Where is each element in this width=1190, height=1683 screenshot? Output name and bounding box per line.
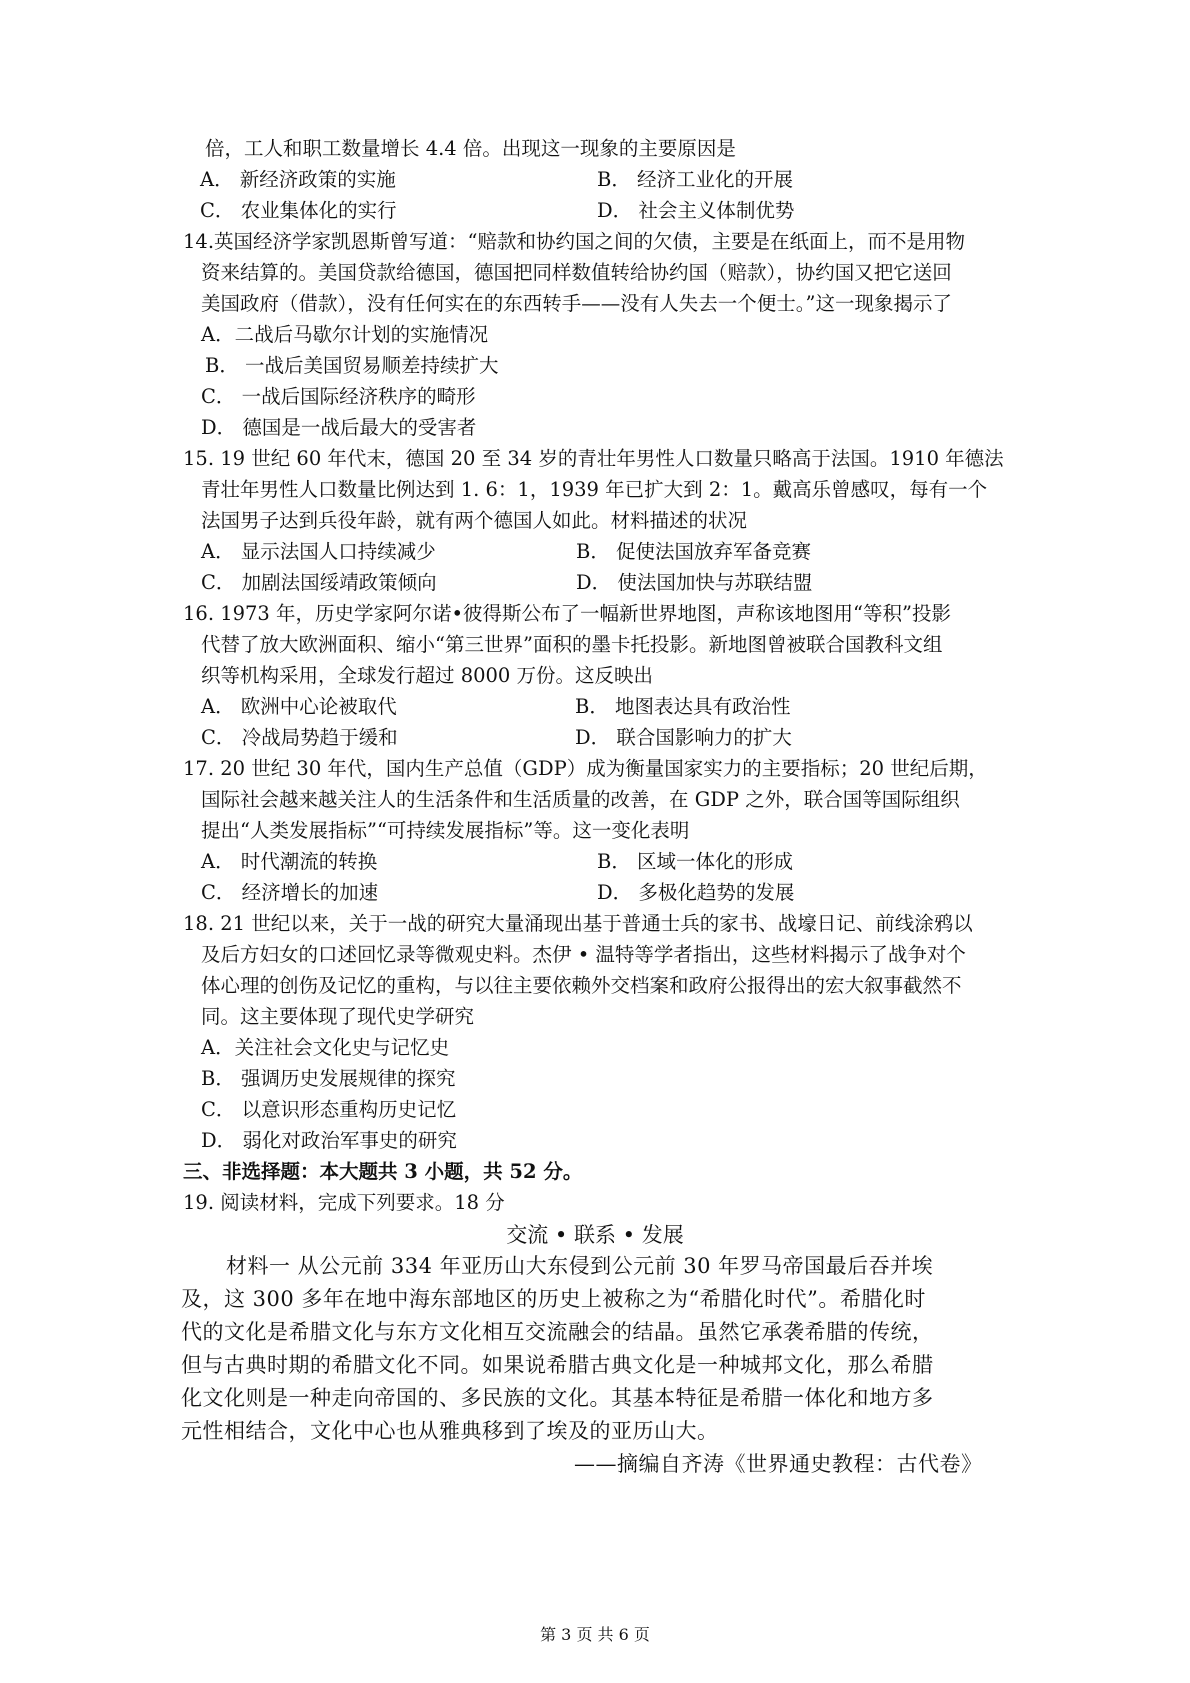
q13-stem-tail: 倍，工人和职工数量增长 4.4 倍。出现这一现象的主要原因是: [205, 137, 736, 160]
q17-option-d[interactable]: D． 多极化趋势的发展: [597, 881, 795, 904]
q15-option-d[interactable]: D． 使法国加快与苏联结盟: [576, 571, 813, 594]
q17-stem-line-3: 提出“人类发展指标”“可持续发展指标”等。这一变化表明: [201, 819, 690, 842]
q14-stem-line-2: 资来结算的。美国贷款给德国，德国把同样数值转给协约国（赔款），协约国又把它送回: [201, 261, 952, 284]
q18-stem-line-4: 同。这主要体现了现代史学研究: [201, 1005, 475, 1028]
q15-option-b[interactable]: B． 促使法国放弃军备竞赛: [576, 540, 812, 563]
q14-stem-line-3: 美国政府（借款），没有任何实在的东西转手——没有人失去一个便士。”这一现象揭示了: [201, 292, 952, 315]
q18-option-d[interactable]: D． 弱化对政治军事史的研究: [201, 1129, 457, 1152]
material-line-2: 及，这 300 多年在地中海东部地区的历史上被称之为“希腊化时代”。希腊化时: [181, 1287, 926, 1311]
q18-option-c[interactable]: C． 以意识形态重构历史记忆: [201, 1098, 457, 1121]
q13-option-b[interactable]: B． 经济工业化的开展: [597, 168, 794, 191]
q16-stem-line-3: 织等机构采用，全球发行超过 8000 万份。这反映出: [201, 664, 654, 687]
q17-stem-line-1: 17. 20 世纪 30 年代，国内生产总值（GDP）成为衡量国家实力的主要指标；20 世纪后期，: [183, 757, 988, 780]
material-line-3: 代的文化是希腊文化与东方文化相互交流融会的结晶。虽然它承袭希腊的传统，: [181, 1320, 934, 1344]
q18-stem-line-1: 18. 21 世纪以来，关于一战的研究大量涌现出基于普通士兵的家书、战壕日记、前线涂鸦以: [183, 912, 973, 935]
q17-option-b[interactable]: B． 区域一体化的形成: [597, 850, 794, 873]
q13-option-a[interactable]: A． 新经济政策的实施: [200, 168, 396, 191]
q16-option-c[interactable]: C． 冷战局势趋于缓和: [201, 726, 398, 749]
q19-title: 交流 • 联系 • 发展: [506, 1223, 684, 1247]
q15-stem-line-2: 青壮年男性人口数量比例达到 1. 6：1，1939 年已扩大到 2：1。戴高乐曾感叹，每有一个: [201, 478, 988, 501]
q16-option-b[interactable]: B． 地图表达具有政治性: [575, 695, 791, 718]
q15-stem-line-1: 15. 19 世纪 60 年代末，德国 20 至 34 岁的青壮年男性人口数量只略高于法国。1910 年德法: [183, 447, 1004, 470]
q14-option-d[interactable]: D． 德国是一战后最大的受害者: [201, 416, 477, 439]
q14-stem-line-1: 14.英国经济学家凯恩斯曾写道：“赔款和协约国之间的欠债，主要是在纸面上，而不是用物: [183, 230, 965, 253]
q17-option-c[interactable]: C． 经济增长的加速: [201, 881, 379, 904]
q16-stem-line-1: 16. 1973 年，历史学家阿尔诺•彼得斯公布了一幅新世界地图，声称该地图用“等积”投影: [183, 602, 951, 625]
q14-option-b[interactable]: B． 一战后美国贸易顺差持续扩大: [205, 354, 499, 377]
material-line-5: 化文化则是一种走向帝国的、多民族的文化。其基本特征是希腊一体化和地方多: [181, 1386, 934, 1410]
q18-option-b[interactable]: B． 强调历史发展规律的探究: [201, 1067, 456, 1090]
q14-option-a[interactable]: A．二战后马歇尔计划的实施情况: [201, 323, 489, 346]
material-line-4: 但与古典时期的希腊文化不同。如果说希腊古典文化是一种城邦文化，那么希腊: [181, 1353, 934, 1377]
q15-option-a[interactable]: A． 显示法国人口持续减少: [201, 540, 436, 563]
q18-option-a[interactable]: A．关注社会文化史与记忆史: [201, 1036, 450, 1059]
q17-option-a[interactable]: A． 时代潮流的转换: [201, 850, 378, 873]
q15-stem-line-3: 法国男子达到兵役年龄，就有两个德国人如此。材料描述的状况: [201, 509, 748, 532]
q19-intro: 19. 阅读材料，完成下列要求。18 分: [183, 1191, 505, 1214]
q16-option-d[interactable]: D． 联合国影响力的扩大: [575, 726, 792, 749]
q15-option-c[interactable]: C． 加剧法国绥靖政策倾向: [201, 571, 437, 594]
q13-option-c[interactable]: C． 农业集体化的实行: [200, 199, 397, 222]
q16-option-a[interactable]: A． 欧洲中心论被取代: [201, 695, 397, 718]
q18-stem-line-2: 及后方妇女的口述回忆录等微观史料。杰伊 • 温特等学者指出，这些材料揭示了战争对个: [201, 943, 966, 966]
section-heading: 三、非选择题：本大题共 3 小题，共 52 分。: [183, 1160, 583, 1183]
q16-stem-line-2: 代替了放大欧洲面积、缩小“第三世界”面积的墨卡托投影。新地图曾被联合国教科文组: [201, 633, 943, 656]
q17-stem-line-2: 国际社会越来越关注人的生活条件和生活质量的改善，在 GDP 之外，联合国等国际组织: [201, 788, 960, 811]
material-source: ——摘编自齐涛《世界通史教程：古代卷》: [574, 1452, 983, 1476]
page-number: 第 3 页 共 6 页: [540, 1625, 650, 1644]
material-line-1: 材料一 从公元前 334 年亚历山大东侵到公元前 30 年罗马帝国最后吞并埃: [226, 1254, 934, 1278]
q18-stem-line-3: 体心理的创伤及记忆的重构，与以往主要依赖外交档案和政府公报得出的宏大叙事截然不: [201, 974, 962, 997]
q14-option-c[interactable]: C． 一战后国际经济秩序的畸形: [201, 385, 476, 408]
q13-option-d[interactable]: D． 社会主义体制优势: [597, 199, 795, 222]
material-line-6: 元性相结合，文化中心也从雅典移到了埃及的亚历山大。: [181, 1419, 719, 1443]
